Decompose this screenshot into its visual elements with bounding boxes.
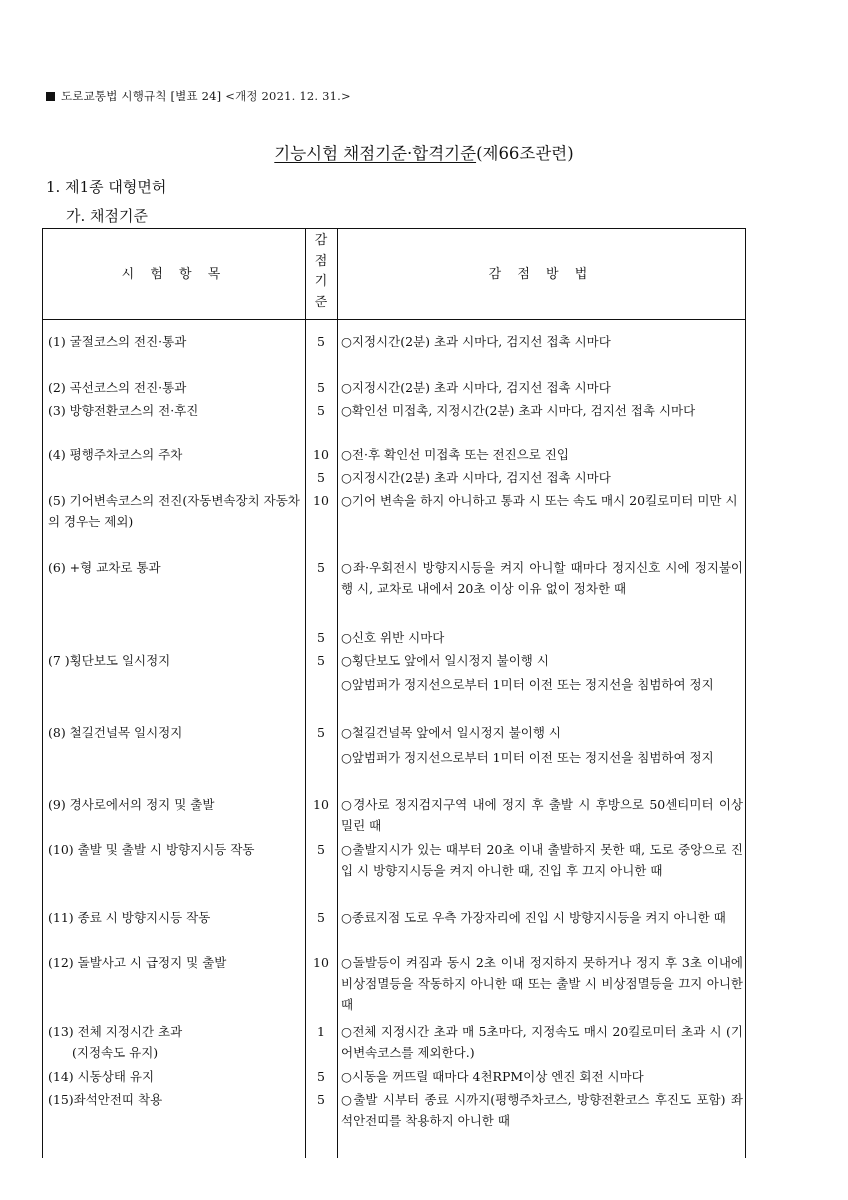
test-item: (1) 굴절코스의 전진·통과 [48,334,187,349]
column-header-method: 감 점 방 법 [488,267,594,282]
deduction-method: ○지정시간(2분) 초과 시마다, 검지선 접촉 시마다 [341,334,611,349]
deduction-points: 1 [317,1024,325,1039]
deduction-points: 10 [313,955,329,970]
deduction-points: 5 [317,653,325,668]
deduction-method: ○좌·우회전시 방향지시등을 켜지 아니할 때마다 정지신호 시에 정지불이행 시, 교차로 내에서 20초 이상 이유 없이 정차한 때 [341,560,743,596]
revision-date: <개정 2021. 12. 31.> [225,89,351,103]
column-header-item: 시 험 항 목 [121,267,227,282]
deduction-points: 5 [317,470,325,485]
law-reference: 도로교통법 시행규칙 [별표 24] [61,89,222,103]
deduction-method: ○앞범퍼가 정지선으로부터 1미터 이전 또는 정지선을 침범하여 정지 [341,750,714,765]
test-item: (5) 기어변속코스의 전진(자동변속장치 자동차의 경우는 제외) [48,493,300,529]
deduction-method: ○확인선 미접촉, 지정시간(2분) 초과 시마다, 검지선 접촉 시마다 [341,403,696,418]
section-heading: 1. 제1종 대형면허 [46,178,167,196]
deduction-method: ○전·후 확인선 미접촉 또는 전진으로 진입 [341,447,569,462]
test-item: (3) 방향전환코스의 전·후진 [48,403,199,418]
title-suffix: (제66조관련) [476,144,574,163]
deduction-points: 10 [313,447,329,462]
header-char: 점 [314,253,328,269]
deduction-method: ○지정시간(2분) 초과 시마다, 검지선 접촉 시마다 [341,380,611,395]
header-char: 준 [314,294,328,310]
deduction-method: ○경사로 정지검지구역 내에 정지 후 출발 시 후방으로 50센티미터 이상 밀린 때 [341,797,743,833]
deduction-method: ○전체 지정시간 초과 매 5초마다, 지정속도 매시 20킬로미터 초과 시 (기어변속코스를 제외한다.) [341,1024,743,1060]
test-item-line: (13) 전체 지정시간 초과 [48,1024,183,1039]
deduction-points: 10 [313,797,329,812]
deduction-method: ○기어 변속을 하지 아니하고 통과 시 또는 속도 매시 20킬로미터 미만 시 [341,493,738,508]
deduction-points: 5 [317,380,325,395]
deduction-points: 10 [313,493,329,508]
test-item [48,1021,300,1063]
deduction-points: 5 [317,910,325,925]
header-char: 기 [314,274,328,289]
square-bullet-icon [46,92,55,101]
title-main: 기능시험 채점기준·합격기준 [274,144,477,163]
deduction-method: ○돌발등이 켜짐과 동시 2초 이내 정지하지 못하거나 정지 후 3초 이내에 비상점멸등을 작동하지 아니한 때 또는 출발 시 비상점멸등을 끄지 아니한 때 [341,955,743,1012]
test-item: (14) 시동상태 유지 [48,1069,155,1084]
test-item: (2) 곡선코스의 전진·통과 [48,380,187,395]
test-item: (12) 돌발사고 시 급정지 및 출발 [48,955,227,970]
test-item: (10) 출발 및 출발 시 방향지시등 작동 [48,842,255,857]
test-item: (6) +형 교차로 통과 [48,560,161,575]
deduction-method: ○출발지시가 있는 때부터 20초 이내 출발하지 못한 때, 도로 중앙으로 진입 시 방향지시등을 켜지 아니한 때, 진입 후 끄지 아니한 때 [341,842,743,878]
deduction-method: ○신호 위반 시마다 [341,630,445,645]
column-divider [305,229,306,1158]
deduction-points: 5 [317,1092,325,1107]
deduction-points: 5 [317,560,325,575]
document-title [0,140,848,164]
test-item: (4) 평행주차코스의 주차 [48,447,183,462]
test-item: (9) 경사로에서의 정지 및 출발 [48,797,215,812]
test-item: (7 )횡단보도 일시정지 [48,653,171,668]
test-item-line: (지정속도 유지) [72,1045,159,1060]
deduction-points: 5 [317,1069,325,1084]
column-header-points [305,231,337,313]
deduction-points: 5 [317,842,325,857]
subsection-heading: 가. 채점기준 [66,207,148,225]
deduction-points: 5 [317,403,325,418]
deduction-method: ○종료지점 도로 우측 가장자리에 진입 시 방향지시등을 켜지 아니한 때 [341,910,726,925]
test-item: (15)좌석안전띠 착용 [48,1092,163,1107]
header-divider [43,319,745,320]
deduction-method: ○출발 시부터 종료 시까지(평행주차코스, 방향전환코스 후진도 포함) 좌석안전띠를 착용하지 아니한 때 [341,1092,743,1128]
deduction-method: ○앞범퍼가 정지선으로부터 1미터 이전 또는 정지선을 침범하여 정지 [341,677,714,692]
header-char: 감 [314,233,328,248]
test-item: (8) 철길건널목 일시정지 [48,725,183,740]
deduction-method: ○횡단보도 앞에서 일시정지 불이행 시 [341,653,549,668]
deduction-method: ○시동을 꺼뜨릴 때마다 4천RPM이상 엔진 회전 시마다 [341,1069,644,1084]
deduction-method: ○철길건널목 앞에서 일시정지 불이행 시 [341,725,562,740]
deduction-points: 5 [317,334,325,349]
scoring-table [42,228,746,1158]
deduction-points: 5 [317,630,325,645]
deduction-method: ○지정시간(2분) 초과 시마다, 검지선 접촉 시마다 [341,470,611,485]
column-divider [337,229,338,1158]
test-item: (11) 종료 시 방향지시등 작동 [48,910,211,925]
document-header [46,88,351,104]
deduction-points: 5 [317,725,325,740]
